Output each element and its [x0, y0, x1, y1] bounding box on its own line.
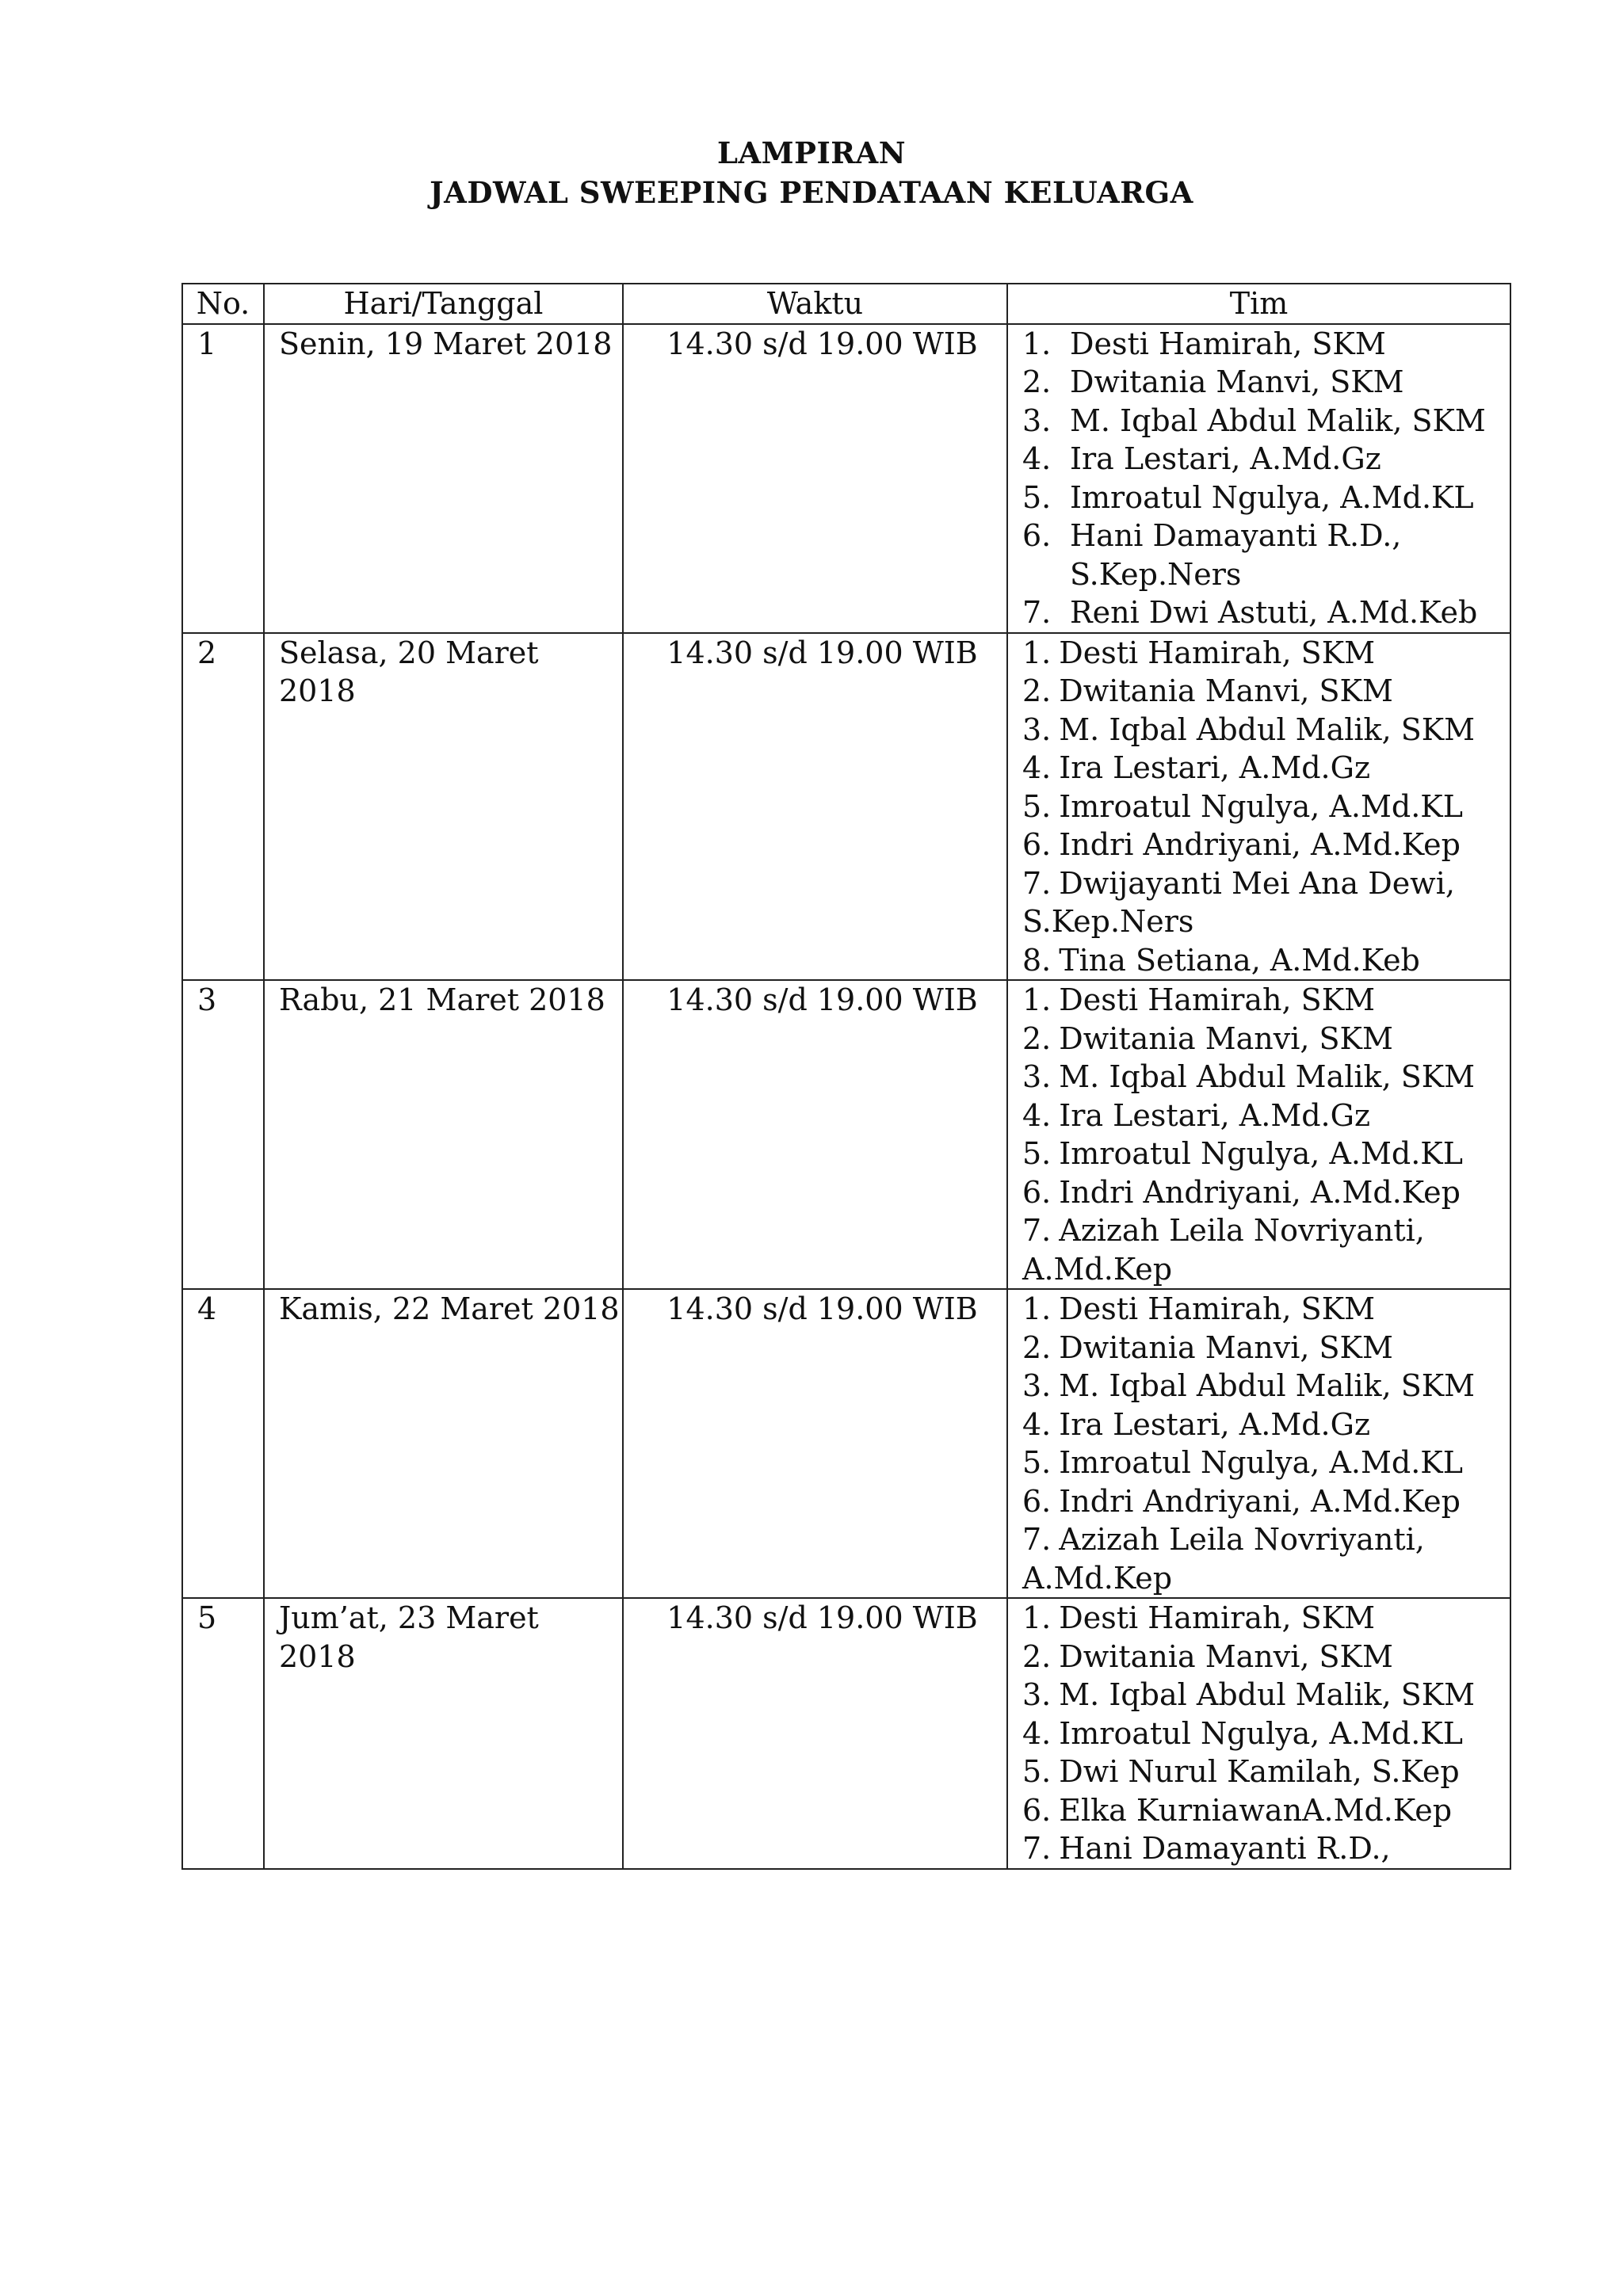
- team-member-number: 4.: [1022, 1715, 1052, 1751]
- team-member: [1022, 479, 1510, 517]
- team-member-number: 4.: [1022, 441, 1052, 476]
- team-list: [1022, 325, 1510, 632]
- team-member: [1022, 864, 1510, 941]
- team-member-number: 1.: [1022, 326, 1052, 361]
- team-member: [1022, 402, 1510, 441]
- team-member-name: Desti Hamirah, SKM: [1059, 1600, 1375, 1635]
- team-member-number: 4.: [1022, 1097, 1052, 1133]
- team-member-name: Dwi Nurul Kamilah, S.Kep: [1059, 1754, 1460, 1789]
- team-member-name: Ira Lestari, A.Md.Gz: [1059, 1406, 1371, 1442]
- team-member: [1022, 1676, 1510, 1714]
- team-member-name: Reni Dwi Astuti, A.Md.Keb: [1070, 595, 1478, 630]
- team-member-name: Dwijayanti Mei Ana Dewi, S.Kep.Ners: [1022, 865, 1455, 939]
- row-number: 1: [182, 324, 264, 633]
- team-member: [1022, 711, 1510, 749]
- team-member: [1022, 634, 1510, 673]
- row-number: 5: [182, 1598, 264, 1869]
- row-day-date: Selasa, 20 Maret 2018: [264, 633, 623, 981]
- team-member-name: Indri Andriyani, A.Md.Kep: [1059, 1483, 1461, 1519]
- row-number: 4: [182, 1289, 264, 1598]
- team-member-name: M. Iqbal Abdul Malik, SKM: [1059, 711, 1476, 747]
- team-member: [1022, 1135, 1510, 1173]
- team-member-number: 4.: [1022, 750, 1052, 785]
- title-line-2: JADWAL SWEEPING PENDATAAN KELUARGA: [430, 175, 1193, 210]
- row-day-date: Rabu, 21 Maret 2018: [264, 980, 623, 1289]
- team-member-name: Desti Hamirah, SKM: [1059, 1291, 1375, 1326]
- row-team: [1007, 1289, 1510, 1598]
- row-time: 14.30 s/d 19.00 WIB: [623, 633, 1007, 981]
- document-title: [0, 133, 1623, 212]
- team-member-name: Imroatul Ngulya, A.Md.KL: [1059, 788, 1463, 824]
- team-member-name: Desti Hamirah, SKM: [1070, 326, 1386, 361]
- team-member: [1022, 1482, 1510, 1521]
- team-list: [1022, 1290, 1510, 1597]
- team-member-number: 2.: [1022, 364, 1052, 399]
- team-member-number: 1.: [1022, 1600, 1052, 1635]
- team-member: [1022, 941, 1510, 980]
- team-member: [1022, 1211, 1510, 1288]
- team-member: [1022, 1367, 1510, 1405]
- team-member-number: 3.: [1022, 1368, 1052, 1403]
- team-member-number: 1.: [1022, 1291, 1052, 1326]
- team-member-number: 4.: [1022, 1406, 1052, 1442]
- team-member-name: Elka KurniawanA.Md.Kep: [1059, 1792, 1453, 1828]
- team-member-number: 5.: [1022, 1754, 1052, 1789]
- team-member-name: Dwitania Manvi, SKM: [1070, 364, 1404, 399]
- team-member-number: 7.: [1022, 1213, 1052, 1248]
- team-member-name: Indri Andriyani, A.Md.Kep: [1059, 827, 1461, 862]
- header-day-date: Hari/Tanggal: [264, 284, 623, 324]
- team-member-name: Dwitania Manvi, SKM: [1059, 673, 1393, 708]
- team-member-number: 6.: [1022, 1792, 1052, 1828]
- header-team: Tim: [1007, 284, 1510, 324]
- team-member-name: Desti Hamirah, SKM: [1059, 982, 1375, 1017]
- team-member-name: Imroatul Ngulya, A.Md.KL: [1059, 1445, 1463, 1480]
- team-member-name: M. Iqbal Abdul Malik, SKM: [1059, 1059, 1476, 1094]
- team-member-name: Imroatul Ngulya, A.Md.KL: [1059, 1136, 1463, 1171]
- team-list: [1022, 1599, 1510, 1868]
- team-member: [1022, 1173, 1510, 1212]
- team-member-name: Dwitania Manvi, SKM: [1059, 1329, 1393, 1365]
- team-member-name: Desti Hamirah, SKM: [1059, 635, 1375, 670]
- row-time: 14.30 s/d 19.00 WIB: [623, 1289, 1007, 1598]
- team-member-name: Dwitania Manvi, SKM: [1059, 1020, 1393, 1056]
- team-member-number: 3.: [1022, 711, 1052, 747]
- team-member-number: 2.: [1022, 1329, 1052, 1365]
- team-list: [1022, 634, 1510, 980]
- team-member: [1022, 363, 1510, 402]
- team-member-number: 5.: [1022, 788, 1052, 824]
- title-line-1: LAMPIRAN: [716, 135, 907, 170]
- team-member: [1022, 788, 1510, 826]
- team-member-name: M. Iqbal Abdul Malik, SKM: [1059, 1368, 1476, 1403]
- team-member-number: 3.: [1022, 402, 1052, 438]
- team-member: [1022, 1020, 1510, 1058]
- team-member-number: 7.: [1022, 865, 1052, 901]
- team-member-number: 3.: [1022, 1059, 1052, 1094]
- team-member-name: Tina Setiana, A.Md.Keb: [1059, 942, 1420, 978]
- table-row: [182, 324, 1510, 633]
- team-member: [1022, 517, 1510, 593]
- team-member-number: 7.: [1022, 1522, 1052, 1557]
- team-member-number: 6.: [1022, 1483, 1052, 1519]
- row-number: 2: [182, 633, 264, 981]
- team-member-number: 5.: [1022, 1445, 1052, 1480]
- team-member-number: 1.: [1022, 635, 1052, 670]
- team-member-number: 6.: [1022, 518, 1052, 553]
- team-member: [1022, 1444, 1510, 1482]
- row-time: 14.30 s/d 19.00 WIB: [623, 324, 1007, 633]
- row-number: 3: [182, 980, 264, 1289]
- team-member-name: Azizah Leila Novriyanti, A.Md.Kep: [1022, 1522, 1425, 1596]
- row-team: [1007, 633, 1510, 981]
- team-member-name: Azizah Leila Novriyanti, A.Md.Kep: [1022, 1213, 1425, 1287]
- table-row: [182, 980, 1510, 1289]
- team-member: [1022, 826, 1510, 864]
- table-row: [182, 633, 1510, 981]
- team-member-name: Ira Lestari, A.Md.Gz: [1059, 1097, 1371, 1133]
- table-row: [182, 1598, 1510, 1869]
- team-member-number: 7.: [1022, 595, 1052, 630]
- team-member: [1022, 1058, 1510, 1097]
- row-time: 14.30 s/d 19.00 WIB: [623, 1598, 1007, 1869]
- team-member: [1022, 1290, 1510, 1329]
- team-member: [1022, 1829, 1510, 1868]
- team-member-name: M. Iqbal Abdul Malik, SKM: [1070, 402, 1486, 438]
- team-member-name: Hani Damayanti R.D., S.Kep.Ners: [1070, 518, 1402, 592]
- team-member-number: 5.: [1022, 479, 1052, 515]
- team-member: [1022, 1520, 1510, 1597]
- team-member: [1022, 1097, 1510, 1135]
- team-member: [1022, 1714, 1510, 1753]
- team-member: [1022, 593, 1510, 632]
- team-member-number: 8.: [1022, 942, 1052, 978]
- row-team: [1007, 1598, 1510, 1869]
- team-list: [1022, 981, 1510, 1288]
- team-member: [1022, 749, 1510, 788]
- team-member-number: 6.: [1022, 1174, 1052, 1210]
- row-day-date: Senin, 19 Maret 2018: [264, 324, 623, 633]
- team-member-number: 1.: [1022, 982, 1052, 1017]
- team-member: [1022, 325, 1510, 364]
- team-member-number: 2.: [1022, 673, 1052, 708]
- header-time: Waktu: [623, 284, 1007, 324]
- team-member: [1022, 1405, 1510, 1444]
- team-member-name: Imroatul Ngulya, A.Md.KL: [1070, 479, 1474, 515]
- team-member-number: 3.: [1022, 1677, 1052, 1712]
- team-member-number: 7.: [1022, 1831, 1052, 1866]
- team-member-name: M. Iqbal Abdul Malik, SKM: [1059, 1677, 1476, 1712]
- row-team: [1007, 980, 1510, 1289]
- team-member-number: 5.: [1022, 1136, 1052, 1171]
- header-no: No.: [182, 284, 264, 324]
- team-member: [1022, 981, 1510, 1020]
- row-team: [1007, 324, 1510, 633]
- team-member-name: Hani Damayanti R.D.,: [1059, 1831, 1391, 1866]
- team-member-name: Ira Lestari, A.Md.Gz: [1059, 750, 1371, 785]
- table-header-row: [182, 284, 1510, 324]
- team-member-name: Imroatul Ngulya, A.Md.KL: [1059, 1715, 1463, 1751]
- team-member-name: Ira Lestari, A.Md.Gz: [1070, 441, 1381, 476]
- team-member: [1022, 672, 1510, 711]
- table-row: [182, 1289, 1510, 1598]
- team-member: [1022, 440, 1510, 479]
- team-member: [1022, 1599, 1510, 1638]
- team-member-number: 2.: [1022, 1638, 1052, 1674]
- team-member-name: Dwitania Manvi, SKM: [1059, 1638, 1393, 1674]
- row-day-date: Kamis, 22 Maret 2018: [264, 1289, 623, 1598]
- team-member: [1022, 1753, 1510, 1791]
- row-time: 14.30 s/d 19.00 WIB: [623, 980, 1007, 1289]
- team-member-number: 6.: [1022, 827, 1052, 862]
- team-member: [1022, 1329, 1510, 1367]
- team-member-number: 2.: [1022, 1020, 1052, 1056]
- row-day-date: Jum’at, 23 Maret 2018: [264, 1598, 623, 1869]
- team-member: [1022, 1791, 1510, 1830]
- team-member-name: Indri Andriyani, A.Md.Kep: [1059, 1174, 1461, 1210]
- team-member: [1022, 1638, 1510, 1676]
- schedule-table: [181, 283, 1511, 1870]
